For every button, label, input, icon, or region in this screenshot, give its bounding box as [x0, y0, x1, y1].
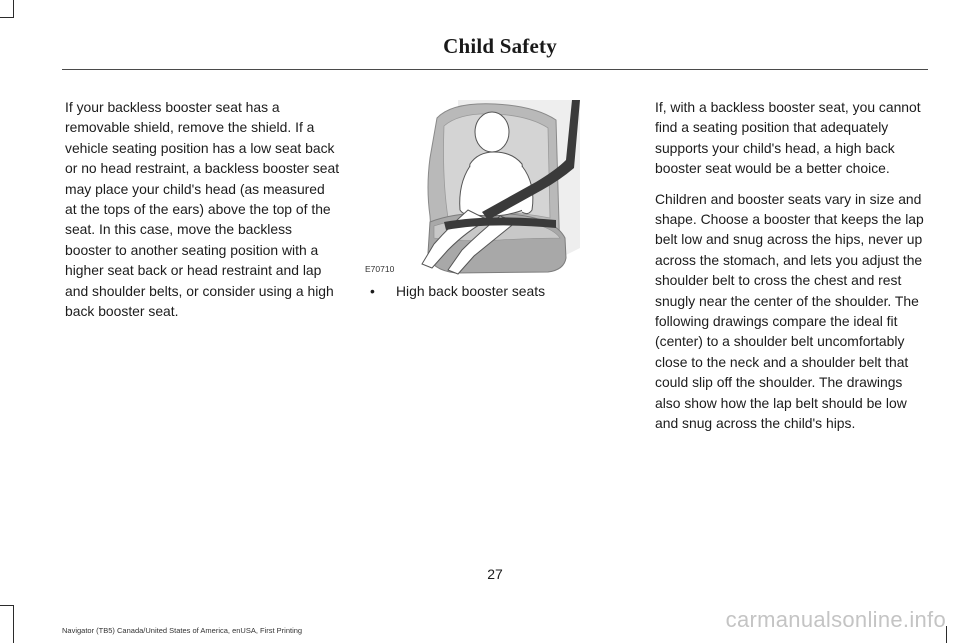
page-number: 27: [487, 566, 503, 582]
crop-mark-bottom-right-vertical: [946, 626, 947, 643]
left-paragraph-1: If your backless booster seat has a removable shield, remove the shield. If a vehicle seating position has a low seat back or no head restraint, a backless booster seat may place your child's head (as measured at the tops of the ears) above the top of the seat. In this case, move the backless booster to another seating position with a higher seat back or head restraint and lap and shoulder belts, or consider using a high back booster seat.: [65, 99, 340, 320]
figure-code: E70710: [365, 264, 395, 274]
bullet-marker: •: [370, 283, 375, 299]
left-column: [65, 97, 340, 331]
booster-seat-figure: [360, 98, 585, 276]
right-column: [655, 97, 929, 444]
footer-text: Navigator (TB5) Canada/United States of America, enUSA, First Printing: [62, 626, 303, 635]
right-paragraph-2: Children and booster seats vary in size and shape. Choose a booster that keeps the lap belt low and snug across the hips, never up across the stomach, and lets you adjust the shoulder belt to cross the chest and rest snugly near the center of the shoulder. The following drawings compare the ideal fit (center) to a shoulder belt uncomfortably close to the neck and a shoulder belt that could slip off the shoulder. The drawings also show how the lap belt should be low and snug across the child's hips.: [655, 190, 924, 432]
high-back-booster-seat-illustration-icon: [360, 98, 585, 276]
right-paragraph-1: If, with a backless booster seat, you cannot find a seating position that adequately supports your child's head, a high back booster seat would be a better choice.: [655, 99, 921, 177]
header-divider: [62, 69, 928, 70]
crop-mark-top-left-horizontal: [0, 17, 14, 18]
bullet-text: High back booster seats: [396, 283, 546, 299]
crop-mark-bottom-left-horizontal: [0, 605, 14, 606]
bullet-item: [370, 283, 545, 299]
watermark: carmanualsonline.info: [725, 607, 946, 632]
crop-mark-top-left-vertical: [13, 0, 14, 17]
page-title: Child Safety: [443, 34, 557, 58]
crop-mark-bottom-left-vertical: [13, 605, 14, 643]
